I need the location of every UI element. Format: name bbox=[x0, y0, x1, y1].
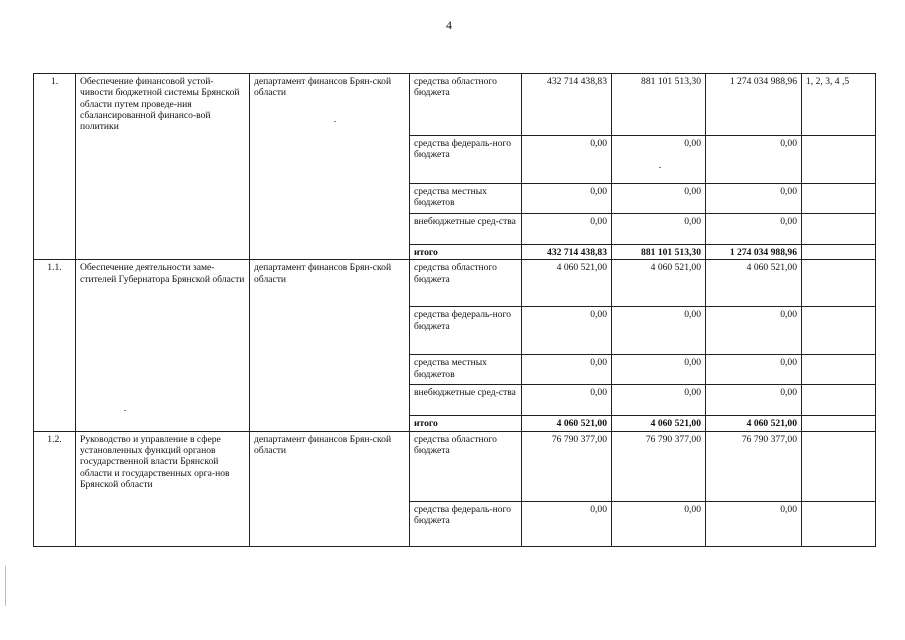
activity-name: Руководство и управление в сфере установленных функций органов государственной власти Брянской области и государственных орга-нов Брянской области bbox=[76, 431, 250, 546]
amount-cell: 4 060 521,00 bbox=[522, 260, 612, 307]
scan-edge bbox=[5, 566, 6, 606]
target-indicators bbox=[802, 355, 876, 385]
amount-cell: 0,00 bbox=[522, 184, 612, 214]
target-indicators bbox=[802, 136, 876, 184]
source-label: средства федераль-ного бюджета bbox=[410, 501, 522, 546]
amount-cell: 76 790 377,00 bbox=[706, 431, 802, 501]
scan-speck bbox=[334, 121, 336, 122]
activity-name: Обеспечение деятельности заме-стителей Губернатора Брянской области bbox=[76, 260, 250, 431]
row-number: 1. bbox=[34, 74, 76, 260]
total-label: итого bbox=[410, 245, 522, 260]
total-amount-cell: 1 274 034 988,96 bbox=[706, 245, 802, 260]
amount-cell: 0,00 bbox=[706, 307, 802, 355]
amount-cell: 0,00 bbox=[612, 184, 706, 214]
table-row bbox=[34, 260, 876, 307]
amount-cell: 4 060 521,00 bbox=[612, 260, 706, 307]
total-amount-cell: 4 060 521,00 bbox=[522, 416, 612, 431]
amount-cell: 0,00 bbox=[612, 136, 706, 184]
executor-name: департамент финансов Брян-ской области bbox=[250, 260, 410, 431]
amount-cell: 0,00 bbox=[612, 501, 706, 546]
source-label: внебюджетные сред-ства bbox=[410, 385, 522, 416]
funding-table bbox=[33, 73, 876, 547]
amount-cell: 0,00 bbox=[706, 214, 802, 245]
activity-name: Обеспечение финансовой устой-чивости бюджетной системы Брянской области путем проведе-ния сбалансированной финансо-вой политики bbox=[76, 74, 250, 260]
table-row bbox=[34, 74, 876, 136]
total-amount-cell: 4 060 521,00 bbox=[706, 416, 802, 431]
amount-cell: 1 274 034 988,96 bbox=[706, 74, 802, 136]
executor-name: департамент финансов Брян-ской области bbox=[250, 74, 410, 260]
source-label: внебюджетные сред-ства bbox=[410, 214, 522, 245]
amount-cell: 0,00 bbox=[522, 307, 612, 355]
row-number: 1.1. bbox=[34, 260, 76, 431]
table-row bbox=[34, 431, 876, 501]
amount-cell: 0,00 bbox=[522, 214, 612, 245]
target-indicators bbox=[802, 416, 876, 431]
amount-cell: 432 714 438,83 bbox=[522, 74, 612, 136]
total-amount-cell: 4 060 521,00 bbox=[612, 416, 706, 431]
amount-cell: 0,00 bbox=[522, 385, 612, 416]
total-amount-cell: 881 101 513,30 bbox=[612, 245, 706, 260]
source-label: средства областного бюджета bbox=[410, 260, 522, 307]
executor-name: департамент финансов Брян-ской области bbox=[250, 431, 410, 546]
source-label: средства местных бюджетов bbox=[410, 184, 522, 214]
amount-cell: 881 101 513,30 bbox=[612, 74, 706, 136]
amount-cell: 0,00 bbox=[612, 307, 706, 355]
scan-speck bbox=[124, 410, 126, 411]
target-indicators bbox=[802, 501, 876, 546]
amount-cell: 76 790 377,00 bbox=[522, 431, 612, 501]
target-indicators: 1, 2, 3, 4 ,5 bbox=[802, 74, 876, 136]
target-indicators bbox=[802, 245, 876, 260]
row-number: 1.2. bbox=[34, 431, 76, 546]
amount-cell: 0,00 bbox=[612, 385, 706, 416]
source-label: средства местных бюджетов bbox=[410, 355, 522, 385]
amount-cell: 0,00 bbox=[612, 214, 706, 245]
target-indicators bbox=[802, 184, 876, 214]
page-number: 4 bbox=[446, 18, 452, 32]
amount-cell: 0,00 bbox=[522, 136, 612, 184]
total-label: итого bbox=[410, 416, 522, 431]
amount-cell: 4 060 521,00 bbox=[706, 260, 802, 307]
amount-cell: 0,00 bbox=[706, 136, 802, 184]
target-indicators bbox=[802, 214, 876, 245]
amount-cell: 0,00 bbox=[706, 385, 802, 416]
scan-speck bbox=[659, 167, 661, 168]
amount-cell: 0,00 bbox=[612, 355, 706, 385]
amount-cell: 76 790 377,00 bbox=[612, 431, 706, 501]
source-label: средства областного бюджета bbox=[410, 431, 522, 501]
target-indicators bbox=[802, 307, 876, 355]
amount-cell: 0,00 bbox=[706, 355, 802, 385]
source-label: средства федераль-ного бюджета bbox=[410, 136, 522, 184]
amount-cell: 0,00 bbox=[706, 501, 802, 546]
total-amount-cell: 432 714 438,83 bbox=[522, 245, 612, 260]
target-indicators bbox=[802, 260, 876, 307]
amount-cell: 0,00 bbox=[522, 355, 612, 385]
source-label: средства областного бюджета bbox=[410, 74, 522, 136]
amount-cell: 0,00 bbox=[522, 501, 612, 546]
amount-cell: 0,00 bbox=[706, 184, 802, 214]
target-indicators bbox=[802, 385, 876, 416]
source-label: средства федераль-ного бюджета bbox=[410, 307, 522, 355]
target-indicators bbox=[802, 431, 876, 501]
